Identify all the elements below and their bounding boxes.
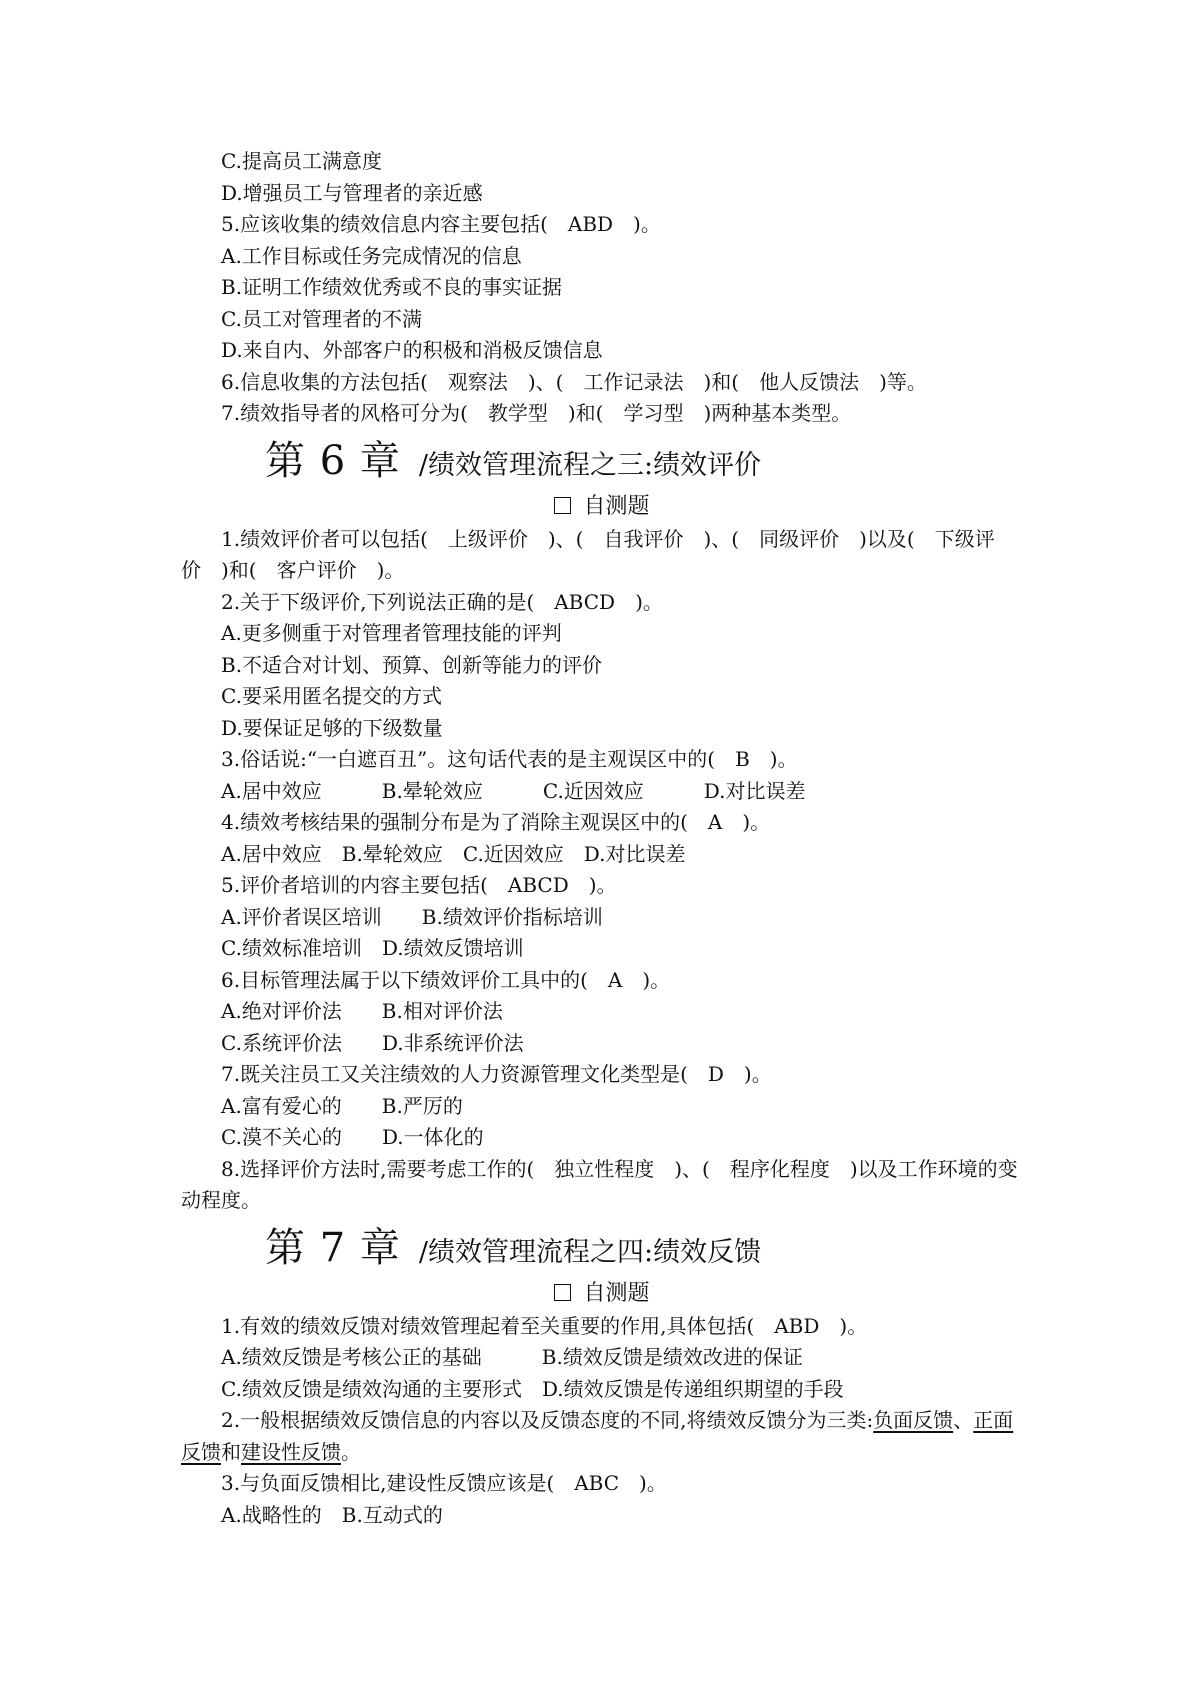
chapter-number: 第 6 章 [265,437,401,484]
option-line: A.绝对评价法 B.相对评价法 [221,999,503,1023]
option-line: B.不适合对计划、预算、创新等能力的评价 [221,652,603,677]
option-line: D.增强员工与管理者的亲近感 [221,180,483,205]
chapter-title: /绩效管理流程之四:绩效反馈 [418,1236,762,1268]
document-content [181,146,1023,1531]
question-line: 7.绩效指导者的风格可分为( 教学型 )和( 学习型 )两种基本类型。 [221,401,852,425]
option-line: A.居中效应 B.晕轮效应 C.近因效应 D.对比误差 [221,841,686,866]
option-line: C.系统评价法 D.非系统评价法 [221,1030,524,1055]
answer-positive-feedback: 正面反馈 [181,1408,1014,1464]
answer-negative-feedback: 负面反馈 [873,1408,954,1432]
chapter-heading [181,1219,1023,1277]
self-test-label: 自测题 [583,1280,650,1306]
option-line: C.绩效反馈是绩效沟通的主要形式 D.绩效反馈是传递组织期望的手段 [221,1376,844,1401]
self-test-heading [181,1277,1023,1311]
option-line: D.要保证足够的下级数量 [221,715,443,740]
question-line [181,1405,1023,1468]
option-line: A.工作目标或任务完成情况的信息 [221,243,522,268]
option-line: C.绩效标准培训 D.绩效反馈培训 [221,936,524,960]
question-line: 1.有效的绩效反馈对绩效管理起着至关重要的作用,具体包括( ABD )。 [221,1313,868,1338]
option-line: A.评价者误区培训 B.绩效评价指标培训 [221,904,603,929]
question-line: 3.与负面反馈相比,建设性反馈应该是( ABC )。 [221,1471,667,1495]
question-text: 2.一般根据绩效反馈信息的内容以及反馈态度的不同,将绩效反馈分为三类: [221,1408,874,1432]
option-line: C.漠不关心的 D.一体化的 [221,1125,484,1149]
question-line: 5.评价者培训的内容主要包括( ABCD )。 [221,873,617,897]
self-test-label: 自测题 [583,493,650,519]
question-line: 8.选择评价方法时,需要考虑工作的( 独立性程度 )、( 程序化程度 )以及工作环境的变动程度。 [181,1156,1018,1212]
option-line: A.居中效应 B.晕轮效应 C.近因效应 D.对比误差 [221,778,806,803]
separator-text: 、 [953,1408,974,1432]
checkbox-square-icon [554,497,571,514]
chapter-title: /绩效管理流程之三:绩效评价 [418,449,762,481]
question-line: 4.绩效考核结果的强制分布是为了消除主观误区中的( A )。 [221,810,771,834]
option-line: D.来自内、外部客户的积极和消极反馈信息 [221,338,603,362]
question-line: 1.绩效评价者可以包括( 上级评价 )、( 自我评价 )、( 同级评价 )以及( 下级评价 )和( 客户评价 )。 [181,526,995,582]
option-line: A.战略性的 B.互动式的 [221,1502,443,1527]
checkbox-square-icon [554,1284,571,1301]
option-line: A.富有爱心的 B.严厉的 [221,1093,463,1118]
option-line: C.员工对管理者的不满 [221,306,422,331]
self-test-heading [181,490,1023,524]
option-line: B.证明工作绩效优秀或不良的事实证据 [221,275,563,299]
question-line: 2.关于下级评价,下列说法正确的是( ABCD )。 [221,589,663,614]
question-line: 3.俗话说:“一白遮百丑”。这句话代表的是主观误区中的( B )。 [221,747,798,771]
option-line: C.提高员工满意度 [221,149,382,173]
option-line: A.更多侧重于对管理者管理技能的评判 [221,621,562,645]
answer-constructive-feedback: 建设性反馈 [241,1439,341,1464]
option-line: A.绩效反馈是考核公正的基础 B.绩效反馈是绩效改进的保证 [221,1345,803,1369]
end-punctuation: 。 [341,1439,361,1464]
question-line: 7.既关注员工又关注绩效的人力资源管理文化类型是( D )。 [221,1062,772,1086]
chapter-heading [181,432,1023,490]
chapter-number: 第 7 章 [265,1224,401,1271]
option-line: C.要采用匿名提交的方式 [221,684,442,708]
conjunction-text: 和 [221,1439,241,1464]
question-line: 6.信息收集的方法包括( 观察法 )、( 工作记录法 )和( 他人反馈法 )等。 [221,369,927,394]
question-line: 6.目标管理法属于以下绩效评价工具中的( A )。 [221,967,671,992]
question-line: 5.应该收集的绩效信息内容主要包括( ABD )。 [221,212,661,236]
